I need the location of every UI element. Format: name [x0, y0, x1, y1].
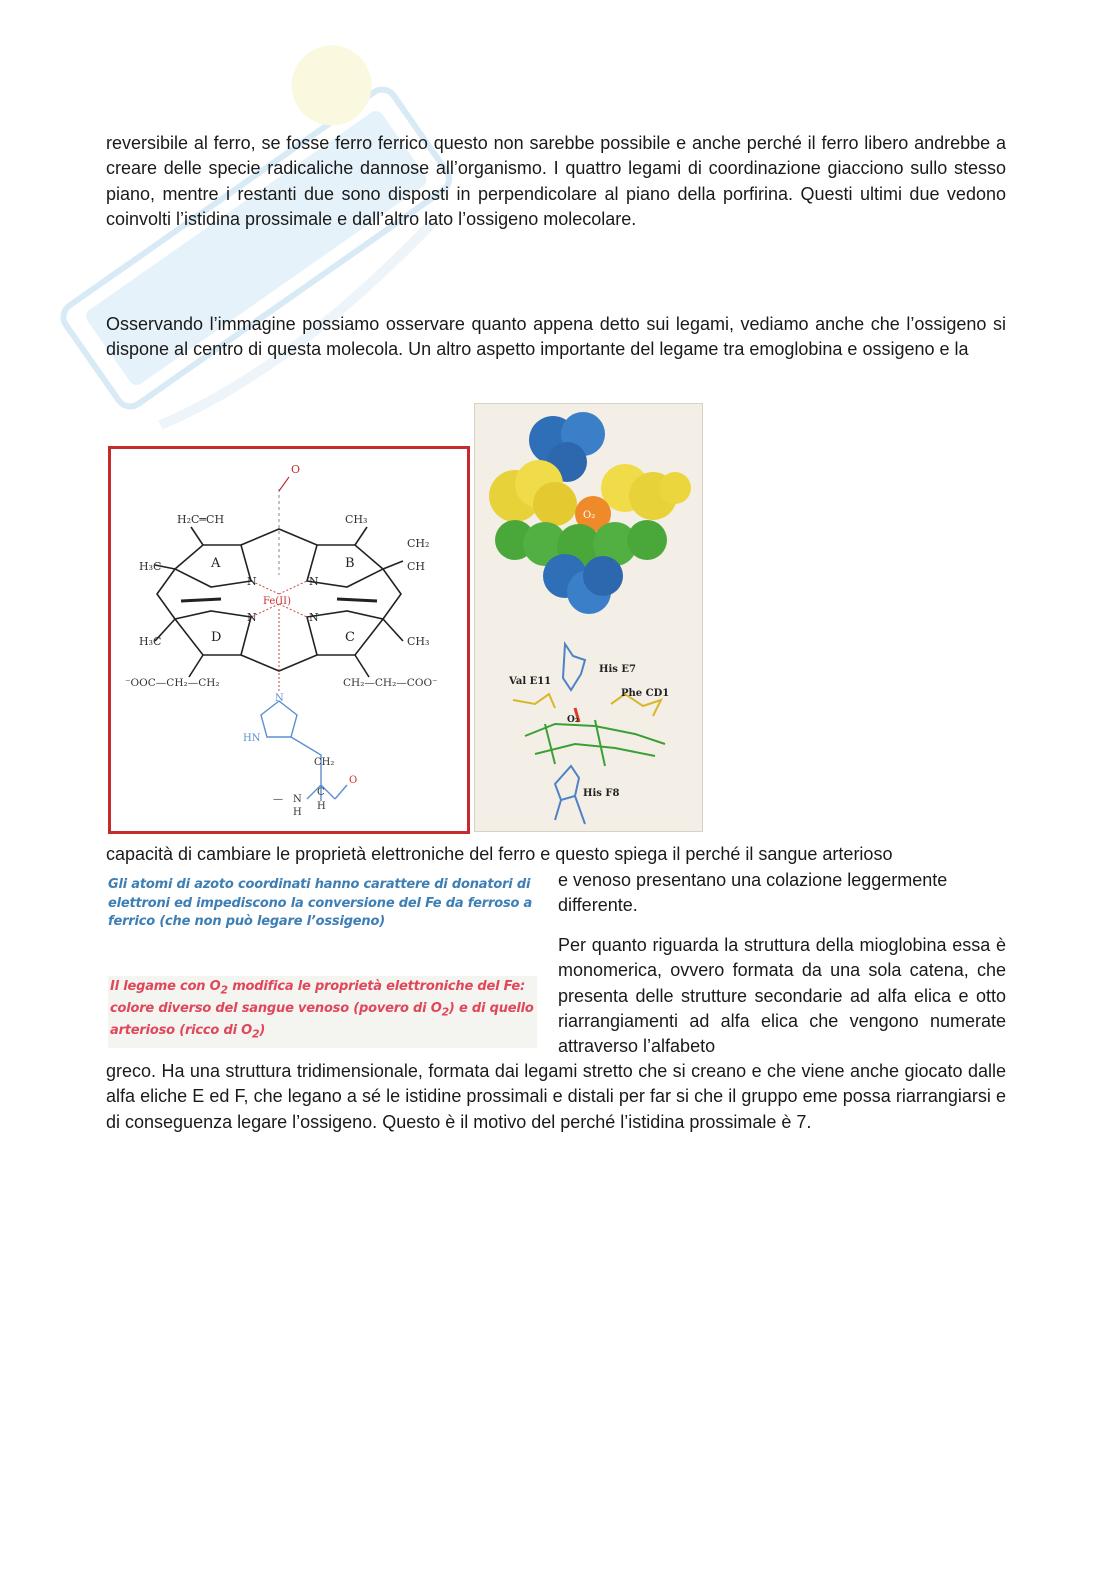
note2-sub-1: 2: [220, 983, 228, 997]
propionate-right-label: CH₂—CH₂—COO⁻: [343, 677, 438, 689]
ring-c-label: C: [345, 630, 355, 645]
histidine-hn-label: HN: [243, 733, 261, 744]
ring-d-label: D: [211, 630, 222, 645]
nitrogen-4-label: N: [309, 611, 319, 624]
myoglobin-3d-figure: [474, 403, 703, 832]
ch2-right-label: CH₂: [407, 537, 430, 550]
histidine-o-label: O: [349, 775, 358, 786]
his-e7-label: His E7: [599, 664, 636, 675]
ring-b-label: B: [345, 556, 355, 571]
histidine-h2-label: H: [317, 801, 326, 812]
iron-label: Fe(II): [263, 596, 292, 607]
note2-part-a: Il legame con O: [110, 979, 221, 994]
paragraph-myoglobin-structure: Per quanto riguarda la struttura della mioglobina essa è monomerica, ovvero formata da una sola catena, che presenta delle strutture secondarie ad alfa elica e otto riarrangiamenti ad alfa elica che vengono numerate attraverso l’alfabeto: [558, 935, 1006, 1057]
histidine-nh-label: N: [293, 794, 302, 805]
o2-stick-label: O₂: [567, 715, 579, 725]
nitrogen-1-label: N: [247, 575, 257, 588]
histidine-dash-label: —: [273, 794, 283, 805]
ring-a-label: A: [211, 556, 221, 571]
note2-part-c: ) e di quello arterioso (ricco di O: [110, 1001, 534, 1039]
methyl-b-label: CH₃: [345, 513, 368, 526]
ch-right-label: CH: [407, 560, 426, 573]
heme-structure-figure: [108, 446, 470, 834]
val-e11-label: Val E11: [509, 676, 552, 687]
o2-sphere-label: O₂: [583, 510, 596, 521]
histidine-h1-label: H: [293, 807, 302, 818]
heme-structure-diagram: [111, 449, 467, 831]
paragraph-observation: Osservando l’immagine possiamo osservare quanto appena detto sui legami, vediamo anche che l’ossigeno si dispone al centro di questa molecola. Un altro aspetto importante del legame tra emoglobina e ossigeno e la: [106, 314, 1006, 360]
nitrogen-2-label: N: [309, 575, 319, 588]
oxygen-top-label: O: [291, 463, 301, 476]
propionate-left-label: ⁻OOC—CH₂—CH₂: [125, 677, 220, 689]
vinyl-a-label: H₂C═CH: [177, 513, 225, 526]
nitrogen-3-label: N: [247, 611, 257, 624]
myoglobin-model: [475, 404, 702, 831]
paragraph-blood-color: e venoso presentano una colazione leggermente differente.: [558, 870, 948, 916]
phe-cd1-label: Phe CD1: [621, 688, 670, 699]
note2-sub-3: 2: [252, 1027, 260, 1041]
his-f8-label: His F8: [583, 788, 620, 799]
note2-sub-2: 2: [441, 1005, 449, 1019]
watermark-logo: [20, 40, 490, 470]
note-nitrogen-donors: Gli atomi di azoto coordinati hanno carattere di donatori di elettroni ed impediscono la conversione del Fe da ferroso a ferrico (che non può legare l’ossigeno): [108, 877, 533, 929]
histidine-c-label: C: [317, 787, 325, 798]
paragraph-electronic-properties: capacità di cambiare le proprietà elettroniche del ferro e questo spiega il perché il sangue arterioso: [106, 844, 893, 864]
note2-part-b: modifica le proprietà elettroniche del Fe: colore diverso del sangue venoso (povero di O: [110, 979, 525, 1017]
note-o2-binding: [108, 976, 537, 1048]
paragraph-intro: reversibile al ferro, se fosse ferro ferrico questo non sarebbe possibile e anche perché il ferro libero andrebbe a creare delle specie radicaliche dannose all’organismo. I quattro legami di coordinazione giacciono sullo stesso piano, mentre i restanti due sono disposti in perpendicolare al piano della porfirina. Questi ultimi due vedono coinvolti l’istidina prossimale e dall’altro lato l’ossigeno molecolare.: [106, 133, 1006, 229]
histidine-ch2-label: CH₂: [314, 757, 335, 768]
methyl-c-label: CH₃: [407, 635, 430, 648]
paragraph-tertiary-structure: greco. Ha una struttura tridimensionale, formata dai legami stretto che si creano e che viene anche giocato dalle alfa eliche E ed F, che legano a sé le istidine prossimali e distali per far si che il gruppo eme possa riarrangiarsi e di conseguenza legare l’ossigeno. Questo è il motivo del perché l’istidina prossimale è 7.: [106, 1061, 1006, 1132]
methyl-d-label: H₃C: [139, 635, 162, 648]
note2-part-d: ): [259, 1023, 266, 1039]
histidine-n-label: N: [275, 693, 284, 704]
methyl-a-label: H₃C: [139, 560, 162, 573]
proximal-histidine: [261, 701, 347, 801]
